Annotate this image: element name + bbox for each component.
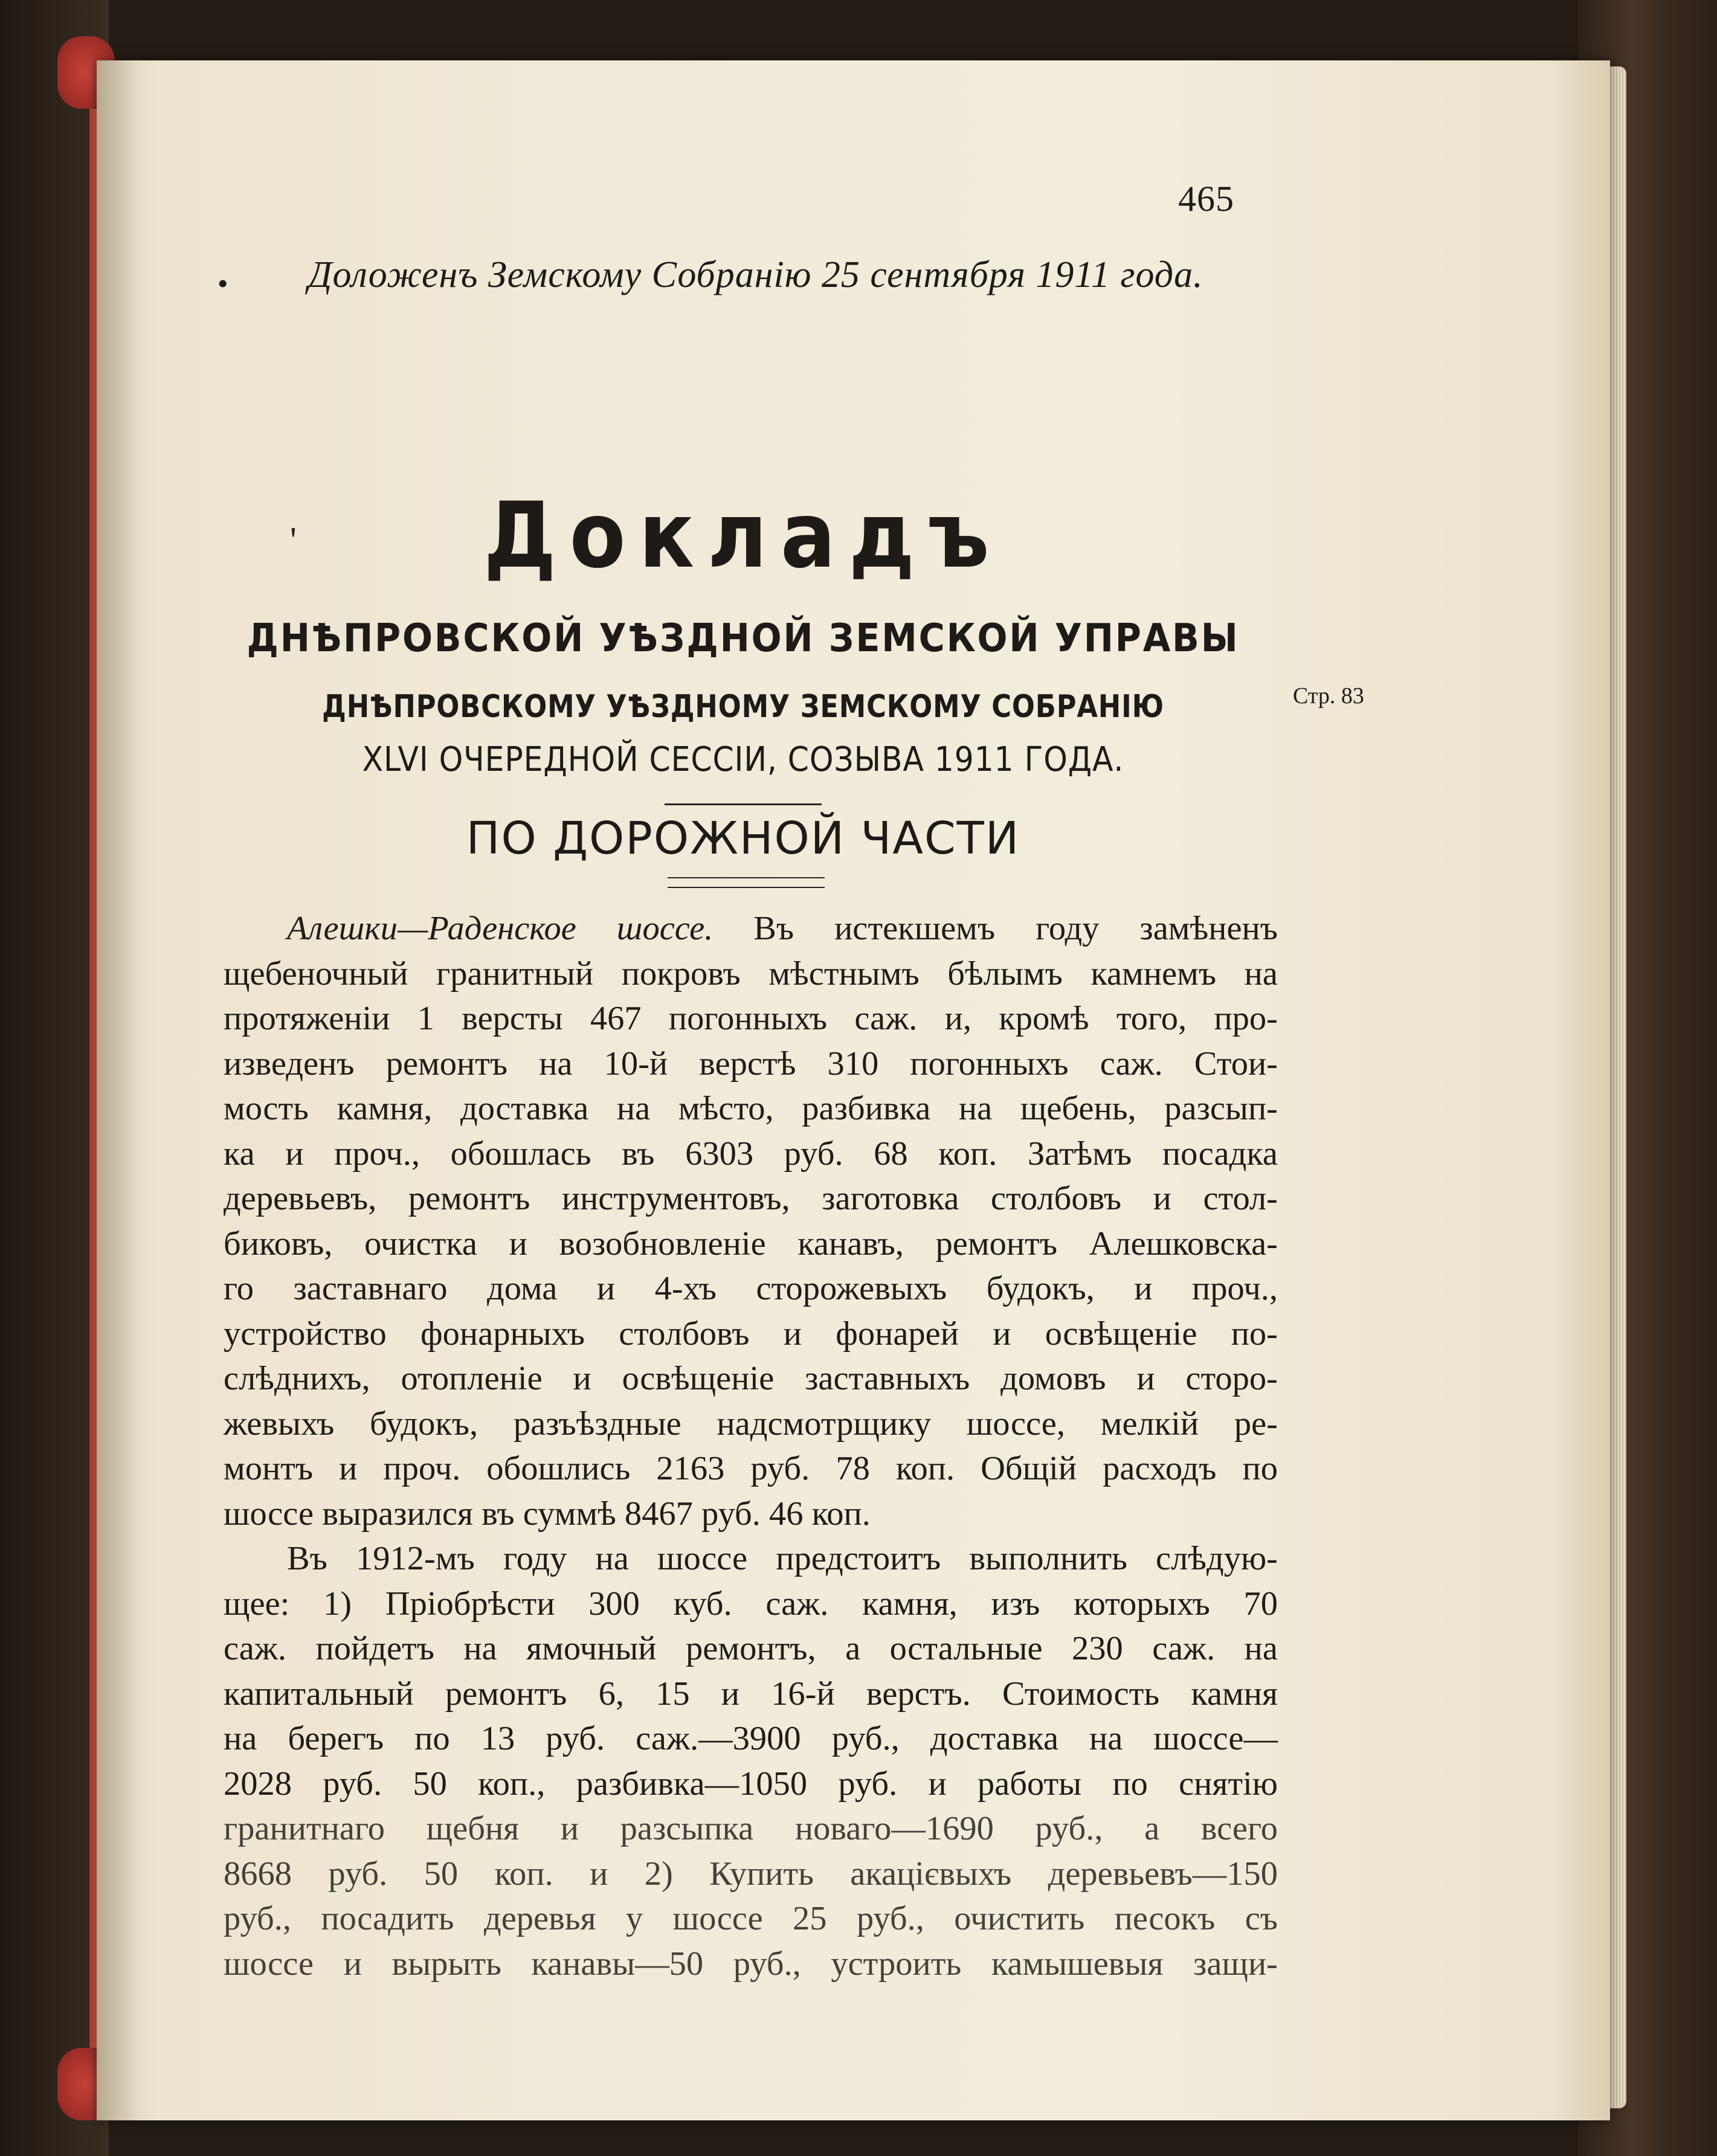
paragraph-line: шоссе выразился въ суммѣ 8467 руб. 46 коп. (224, 1495, 871, 1533)
paragraph-line: изведенъ ремонтъ на 10-й верстѣ 310 погонныхъ саж. Стои- (224, 1044, 1278, 1083)
paragraph-line: деревьевъ, ремонтъ инструментовъ, заготовка столбовъ и стол- (224, 1180, 1278, 1217)
title-divider (665, 803, 822, 805)
presented-note: Доложенъ Земскому Собранію 25 сентября 1911 года. (308, 254, 1203, 295)
paragraph-line: руб., посадить деревья у шоссе 25 руб., очистить песокъ съ (224, 1900, 1278, 1937)
paragraph-line: Въ 1912-мъ году на шоссе предстоитъ выполнить слѣдую- (287, 1540, 1278, 1577)
paragraph-line: го заставнаго дома и 4-хъ сторожевыхъ будокъ, и проч., (224, 1270, 1278, 1307)
paragraph-line: протяженіи 1 версты 467 погонныхъ саж. и, кромѣ того, про- (224, 1000, 1278, 1037)
side-page-reference: Стр. 83 (1293, 683, 1364, 709)
paragraph-line: биковъ, очистка и возобновленіе канавъ, ремонтъ Алешковска- (224, 1224, 1278, 1263)
subtitle-issuer: ДНѢПРОВСКОЙ УѢЗДНОЙ ЗЕМСКОЙ УПРАВЫ (246, 616, 1240, 661)
paragraph-line: монтъ и проч. обошлись 2163 руб. 78 коп. Общій расходъ по (224, 1450, 1278, 1487)
paragraph-line: мость камня, доставка на мѣсто, разбивка на щебень, разсып- (224, 1090, 1278, 1127)
gutter-shadow (97, 60, 139, 2120)
paragraph-line: 8668 руб. 50 коп. и 2) Купить акацієвыхъ деревьевъ—150 (224, 1855, 1278, 1893)
margin-bullet: • (217, 266, 228, 300)
paragraph-line: ка и проч., обошлась въ 6303 руб. 68 коп. Затѣмъ посадка (224, 1134, 1278, 1173)
paragraph-line: Алешки—Раденское шоссе. Въ истекшемъ году замѣненъ (287, 910, 1278, 947)
paragraph-line: шоссе и вырыть канавы—50 руб., устроить камышевыя защи- (224, 1945, 1278, 1983)
paragraph-line: капитальный ремонтъ 6, 15 и 16-й верстъ. Стоимость камня (224, 1675, 1278, 1713)
paragraph-line: на берегъ по 13 руб. саж.—3900 руб., доставка на шоссе— (224, 1720, 1278, 1757)
page-number: 465 (1178, 179, 1234, 219)
paragraph-line: слѣднихъ, отопленіе и освѣщеніе заставныхъ домовъ и сторо- (224, 1360, 1278, 1397)
paragraph-line: жевыхъ будокъ, разъѣздные надсмотрщику шоссе, мелкій ре- (224, 1405, 1278, 1443)
paragraph-line: 2028 руб. 50 коп., разбивка—1050 руб. и работы по снятію (224, 1765, 1278, 1803)
body-text (224, 906, 1278, 1986)
road-name: Алешки—Раденское шоссе. (287, 910, 714, 947)
subtitle-session: XLVI ОЧЕРЕДНОЙ СЕССІИ, СОЗЫВА 1911 ГОДА. (362, 740, 1124, 779)
section-divider (668, 877, 825, 888)
subtitle-recipient: ДНѢПРОВСКОМУ УѢЗДНОМУ ЗЕМСКОМУ СОБРАНІЮ (322, 689, 1164, 725)
paragraph-line: гранитнаго щебня и разсыпка новаго—1690 руб., а всего (224, 1810, 1278, 1847)
section-heading: ПО ДОРОЖНОЙ ЧАСТИ (466, 813, 1020, 864)
paragraph-line: щее: 1) Пріобрѣсти 300 куб. саж. камня, изъ которыхъ 70 (224, 1585, 1278, 1623)
document-title: Докладъ (483, 483, 1003, 588)
paragraph-line: щебеночный гранитный покровъ мѣстнымъ бѣлымъ камнемъ на (224, 954, 1278, 993)
paragraph-line: саж. пойдетъ на ямочный ремонтъ, а остальные 230 саж. на (224, 1630, 1278, 1667)
paragraph-line: устройство фонарныхъ столбовъ и фонарей и освѣщеніе по- (224, 1315, 1278, 1353)
margin-tick: ' (290, 520, 297, 560)
